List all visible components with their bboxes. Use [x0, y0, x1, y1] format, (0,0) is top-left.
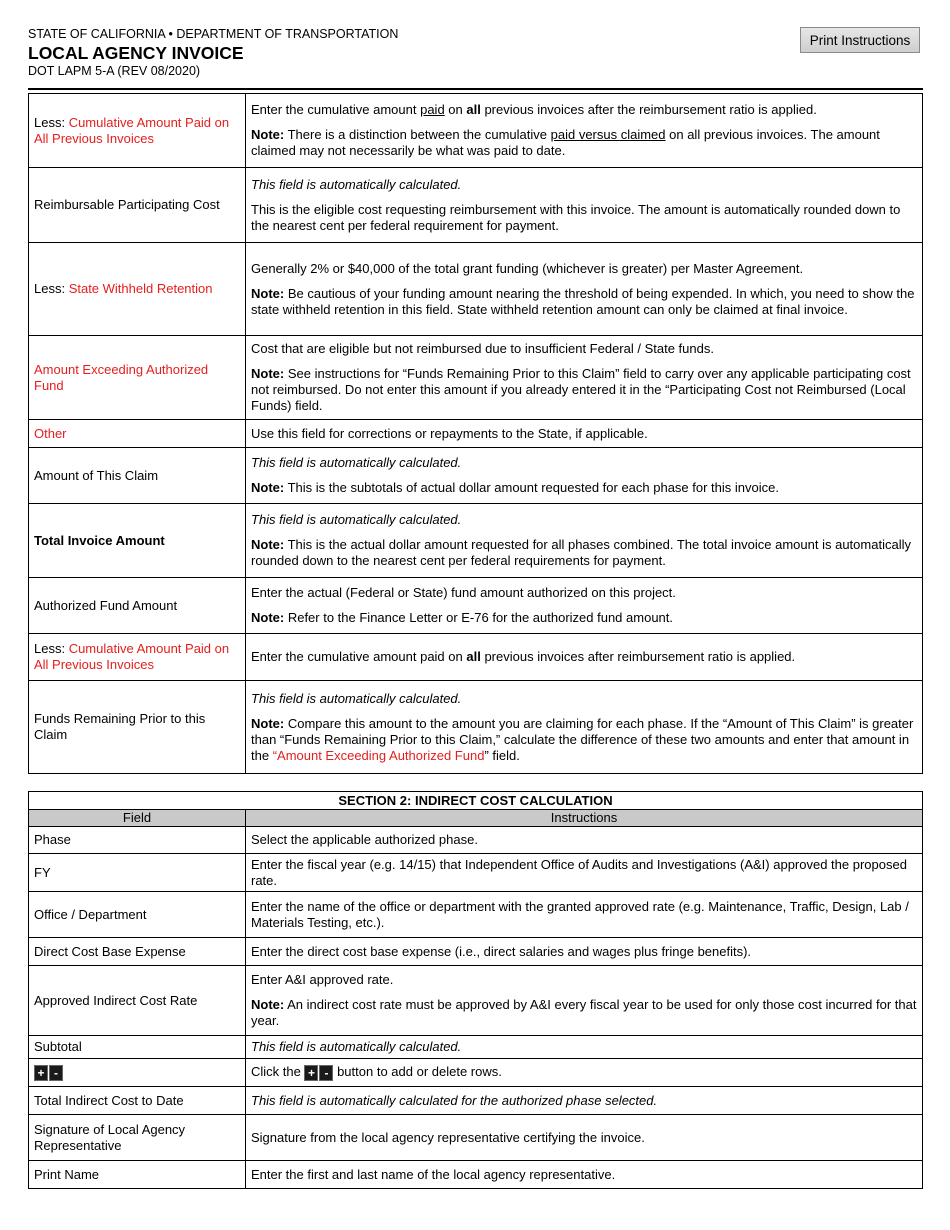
instructions-cell: This field is automatically calculated. This is the eligible cost requesting reimbursement with this invoice. The amount is automatically rounded down to the nearest cent per federal requirement for payment. [246, 168, 923, 243]
table-row [29, 1115, 923, 1161]
instructions-cell: This field is automatically calculated. [246, 1036, 923, 1059]
field-cell: Total Indirect Cost to Date [29, 1087, 246, 1115]
table-row [29, 243, 923, 336]
instructions-cell: Generally 2% or $40,000 of the total grant funding (whichever is greater) per Master Agreement. Note: Be cautious of your funding amount nearing the threshold of being expended. In which, you need to show the state withheld retention in this field. State withheld retention amount can only be claimed at final invoice. [246, 243, 923, 336]
field-cell: Other [29, 420, 246, 448]
table-row [29, 966, 923, 1036]
instructions-cell: This field is automatically calculated for the authorized phase selected. [246, 1087, 923, 1115]
table-row [29, 578, 923, 634]
instructions-cell: Cost that are eligible but not reimbursed due to insufficient Federal / State funds. Note: See instructions for “Funds Remaining Prior to this Claim” field to carry over any applicable participating cost not reimbursed. Do not enter this amount if you already entered it in the “Participating Cost not Reimbursed (Local Funds) field. [246, 336, 923, 420]
agency-line: STATE OF CALIFORNIA • DEPARTMENT OF TRANSPORTATION [28, 27, 399, 41]
instructions-cell: Enter A&I approved rate. Note: An indirect cost rate must be approved by A&I every fiscal year to be used for only those cost incurred for that year. [246, 966, 923, 1036]
table-row [29, 854, 923, 892]
table-row [29, 448, 923, 504]
instructions-cell: Enter the first and last name of the local agency representative. [246, 1161, 923, 1189]
form-header [28, 27, 398, 79]
table-row [29, 168, 923, 243]
field-cell: Direct Cost Base Expense [29, 938, 246, 966]
field-cell: Funds Remaining Prior to this Claim [29, 681, 246, 774]
field-cell [29, 1059, 246, 1087]
instructions-cell: This field is automatically calculated. Note: This is the actual dollar amount requested for all phases combined. The total invoice amount is automatically rounded down to the nearest cent per federal requirements for payment. [246, 504, 923, 578]
table-row [29, 1161, 923, 1189]
instructions-cell: Use this field for corrections or repayments to the State, if applicable. [246, 420, 923, 448]
field-cell: Print Name [29, 1161, 246, 1189]
delete-row-button[interactable]: - [49, 1065, 63, 1081]
instructions-cell: Enter the actual (Federal or State) fund amount authorized on this project. Note: Refer to the Finance Letter or E-76 for the authorized fund amount. [246, 578, 923, 634]
field-cell: Reimbursable Participating Cost [29, 168, 246, 243]
table-row [29, 1087, 923, 1115]
column-header-field: Field [29, 810, 246, 827]
field-cell: Office / Department [29, 892, 246, 938]
field-cell: Authorized Fund Amount [29, 578, 246, 634]
field-cell: Signature of Local Agency Representative [29, 1115, 246, 1161]
table-row [29, 336, 923, 420]
instructions-cell: Enter the direct cost base expense (i.e., direct salaries and wages plus fringe benefits). [246, 938, 923, 966]
field-cell: Amount of This Claim [29, 448, 246, 504]
instructions-cell: Enter the fiscal year (e.g. 14/15) that Independent Office of Audits and Investigations (A&I) approved the proposed rate. [246, 854, 923, 892]
plus-minus-icon: + - [304, 1065, 333, 1081]
field-cell: Amount Exceeding Authorized Fund [29, 336, 246, 420]
field-cell: Less: State Withheld Retention [29, 243, 246, 336]
table-row [29, 681, 923, 774]
section-title: SECTION 2: INDIRECT COST CALCULATION [29, 792, 923, 810]
print-instructions-button[interactable]: Print Instructions [800, 27, 920, 53]
field-cell: FY [29, 854, 246, 892]
instructions-cell: Signature from the local agency representative certifying the invoice. [246, 1115, 923, 1161]
field-cell: Less: Cumulative Amount Paid on All Previous Invoices [29, 94, 246, 168]
instructions-cell: Enter the cumulative amount paid on all previous invoices after the reimbursement ratio is applied. Note: There is a distinction between the cumulative paid versus claimed on all previous invoices. The amount claimed may not necessarily be what was paid to date. [246, 94, 923, 168]
page-title: LOCAL AGENCY INVOICE [28, 43, 244, 63]
instructions-cell: This field is automatically calculated. Note: This is the subtotals of actual dollar amount requested for each phase for this invoice. [246, 448, 923, 504]
column-header-row [29, 810, 923, 827]
instructions-cell: Click the + - button to add or delete rows. [246, 1059, 923, 1087]
table-row [29, 420, 923, 448]
column-header-instructions: Instructions [246, 810, 923, 827]
section2-table [28, 791, 923, 1189]
table-row [29, 892, 923, 938]
table-row [29, 94, 923, 168]
table-row [29, 1059, 923, 1087]
form-id: DOT LAPM 5-A (REV 08/2020) [28, 64, 201, 78]
table-row [29, 634, 923, 681]
field-cell: Total Invoice Amount [29, 504, 246, 578]
add-row-button[interactable]: + [34, 1065, 48, 1081]
table-row [29, 827, 923, 854]
field-cell: Subtotal [29, 1036, 246, 1059]
field-cell: Less: Cumulative Amount Paid on All Previous Invoices [29, 634, 246, 681]
section1-table [28, 93, 923, 774]
instructions-cell: Enter the cumulative amount paid on all previous invoices after reimbursement ratio is applied. [246, 634, 923, 681]
field-cell: Approved Indirect Cost Rate [29, 966, 246, 1036]
table-row [29, 1036, 923, 1059]
table-row [29, 938, 923, 966]
instructions-cell: Select the applicable authorized phase. [246, 827, 923, 854]
field-cell: Phase [29, 827, 246, 854]
instructions-cell: Enter the name of the office or department with the granted approved rate (e.g. Maintenance, Traffic, Design, Lab / Materials Testing, etc.). [246, 892, 923, 938]
section-title-row [29, 792, 923, 810]
header-divider [28, 88, 923, 90]
add-delete-rows-control [34, 1065, 63, 1081]
instructions-cell: This field is automatically calculated. Note: Compare this amount to the amount you are claiming for each phase. If the “Amount of This Claim” is greater than “Funds Remaining Prior to this Claim,” calculate the difference of these two amounts and enter that amount in the “Amount Exceeding Authorized Fund” field. [246, 681, 923, 774]
table-row [29, 504, 923, 578]
